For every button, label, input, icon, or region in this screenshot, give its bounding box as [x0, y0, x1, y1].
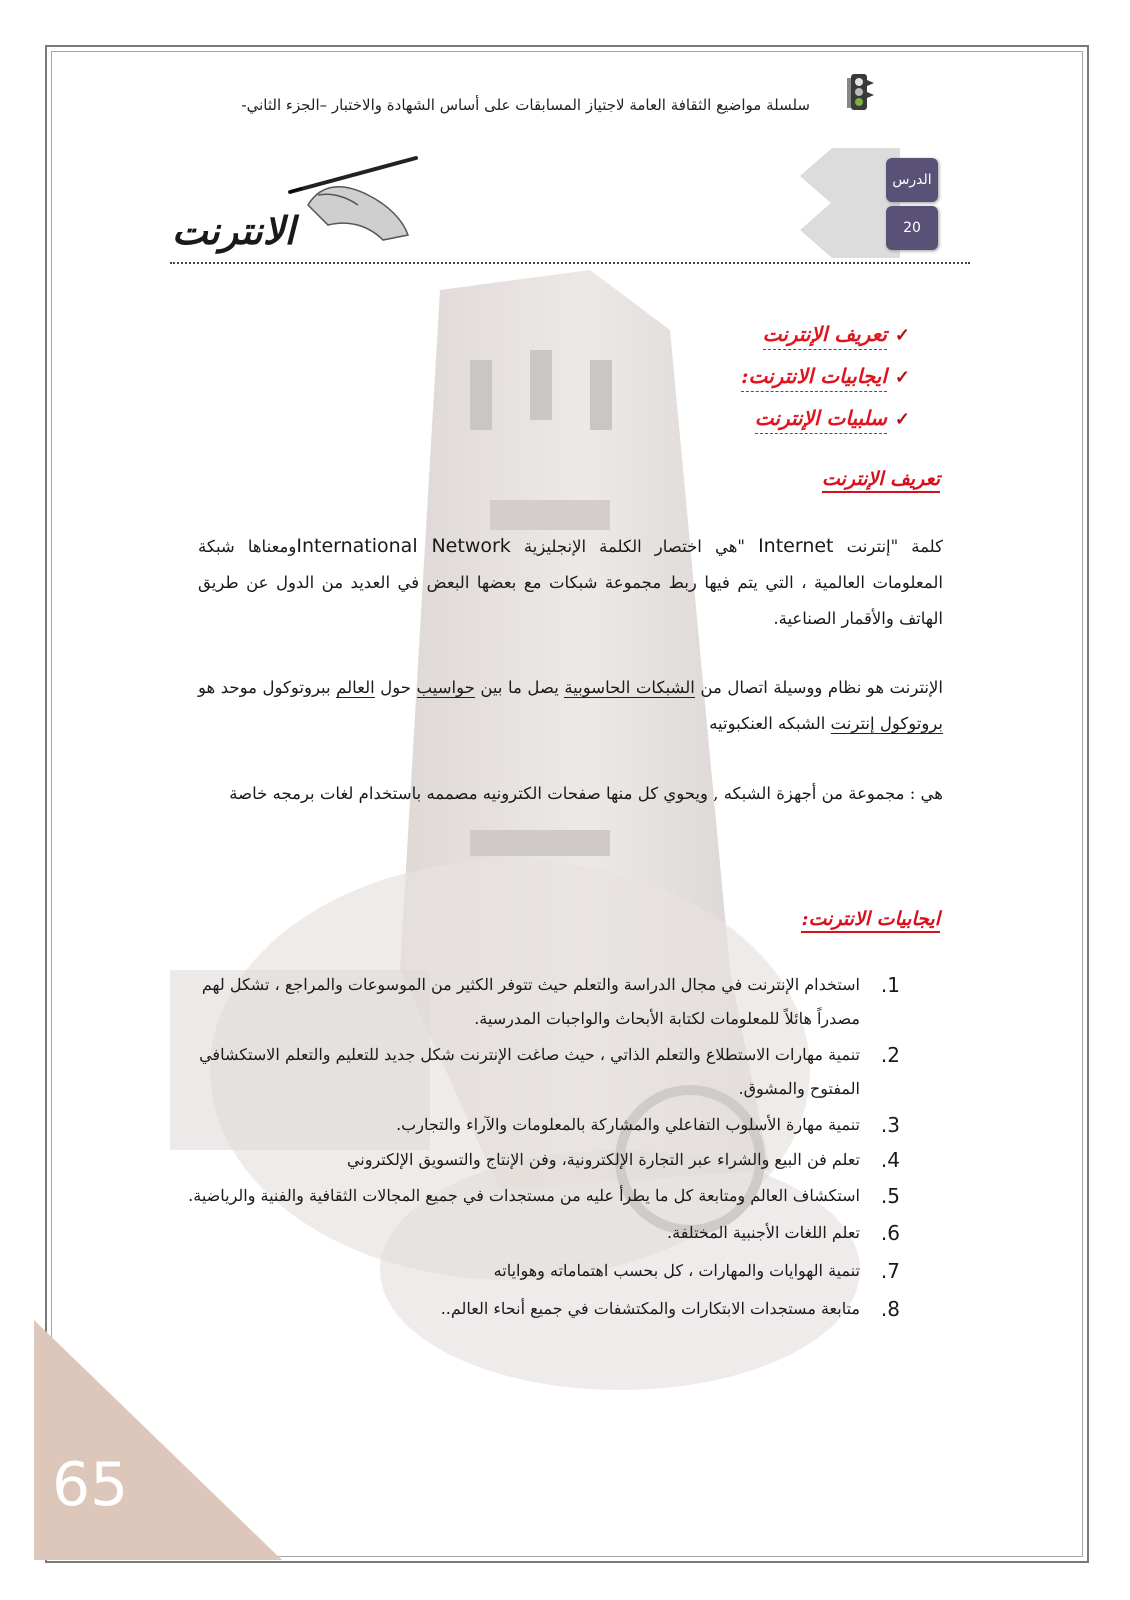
- arrow-left-icon: [800, 202, 900, 258]
- page-corner-decoration: [34, 1320, 282, 1560]
- topic-list: [560, 318, 910, 444]
- section-heading: تعريف الإنترنت: [822, 468, 940, 493]
- item-text: استخدام الإنترنت في مجال الدراسة والتعلم حيث تتوفر الكثير من الموسوعات والمراجع ، تشكل لهم مصدراً هائلاً للمعلومات لكتابة الأبحاث والواجبات المدرسية.: [201, 975, 860, 1028]
- text-run: ومعناها شبكة المعلومات العالمية ، التي يتم فيها ربط مجموعة شبكات مع بعضها البعض في العديد من الدول عن طريق الهاتف والأقمار الصناعية.: [198, 537, 943, 628]
- text-run: الشبكه العنكبوتيه: [709, 714, 831, 733]
- text-run: "هي اختصار الكلمة الإنجليزية: [510, 537, 759, 556]
- list-item: [180, 1290, 900, 1328]
- item-number: 2.: [880, 1043, 900, 1067]
- item-number: 3.: [880, 1113, 900, 1137]
- list-item: [180, 1178, 900, 1214]
- page-number: 65: [52, 1450, 129, 1520]
- text-run: كلمة "إنترنت: [833, 537, 943, 556]
- link-text[interactable]: بروتوكول إنترنت: [830, 714, 943, 733]
- lesson-number: 20: [886, 206, 938, 250]
- lesson-label: الدرس: [886, 158, 938, 202]
- text-run: حول: [374, 678, 417, 697]
- item-text: تنمية مهارة الأسلوب التفاعلي والمشاركة بالمعلومات والآراء والتجارب.: [396, 1115, 860, 1134]
- checkmark-icon: ✓: [894, 409, 910, 430]
- list-item: [180, 1142, 900, 1178]
- list-item: [560, 402, 910, 444]
- checkmark-icon: ✓: [894, 367, 910, 388]
- definition-paragraph: [198, 670, 943, 742]
- item-text: تعلم اللغات الأجنبية المختلفة.: [667, 1223, 860, 1242]
- item-text: تنمية مهارات الاستطلاع والتعلم الذاتي ، حيث صاغت الإنترنت شكل جديد للتعليم والتعلم الاستكشافي المفتوح والمشوق.: [199, 1045, 860, 1098]
- item-text: استكشاف العالم ومتابعة كل ما يطرأ عليه من مستجدات في جميع المجالات الثقافية والفنية والرياضية.: [188, 1186, 860, 1205]
- list-item: [180, 1252, 900, 1290]
- link-text[interactable]: حواسيب: [416, 678, 475, 697]
- term-internet: Internet: [758, 535, 834, 557]
- title-divider: [170, 262, 970, 264]
- list-item: [180, 968, 900, 1036]
- link-text[interactable]: الشبكات الحاسوبية: [564, 678, 695, 697]
- list-item: [180, 1214, 900, 1252]
- topic-label: تعريف الإنترنت: [763, 322, 887, 350]
- item-text: تنمية الهوايات والمهارات ، كل بحسب اهتماماته وهواياته: [493, 1261, 860, 1280]
- item-number: 7.: [880, 1259, 900, 1283]
- term-international-network: International Network: [296, 535, 511, 557]
- item-number: 6.: [880, 1221, 900, 1245]
- topic-label: ايجابيات الانترنت:: [741, 364, 887, 392]
- item-text: تعلم فن البيع والشراء عبر التجارة الإلكترونية، وفن الإنتاج والتسويق الإلكتروني: [346, 1150, 860, 1169]
- definition-paragraph: هي : مجموعة من أجهزة الشبكه , ويحوي كل منها صفحات الكترونيه مصممه باستخدام لغات برمجه خاصة: [229, 784, 943, 803]
- item-number: 8.: [880, 1297, 900, 1321]
- item-number: 4.: [880, 1148, 900, 1172]
- hand-writing-icon: [288, 150, 418, 245]
- item-text: متابعة مستجدات الابتكارات والمكتشفات في جميع أنحاء العالم..: [440, 1299, 860, 1318]
- section-heading: ايجابيات الانترنت:: [801, 908, 940, 933]
- topic-label: سلبيات الإنترنت: [755, 406, 887, 434]
- item-number: 5.: [880, 1184, 900, 1208]
- list-item: [560, 318, 910, 360]
- list-item: [180, 1108, 900, 1142]
- definition-paragraph: [198, 528, 943, 637]
- arrow-left-icon: [800, 148, 900, 204]
- traffic-light-icon: [845, 72, 875, 114]
- benefits-list: [180, 968, 900, 1328]
- text-run: الإنترنت هو نظام ووسيلة اتصال من: [694, 678, 944, 697]
- page-title: الانترنت: [171, 208, 295, 253]
- series-title: سلسلة مواضيع الثقافة العامة لاجتياز المسابقات على أساس الشهادة والاختبار –الجزء الثاني-: [241, 96, 810, 114]
- link-text[interactable]: العالم: [336, 678, 375, 697]
- text-run: يصل ما بين: [474, 678, 565, 697]
- checkmark-icon: ✓: [894, 325, 910, 346]
- list-item: [560, 360, 910, 402]
- text-run: ببروتوكول موحد هو: [198, 678, 337, 697]
- list-item: [180, 1038, 900, 1106]
- item-number: 1.: [880, 973, 900, 997]
